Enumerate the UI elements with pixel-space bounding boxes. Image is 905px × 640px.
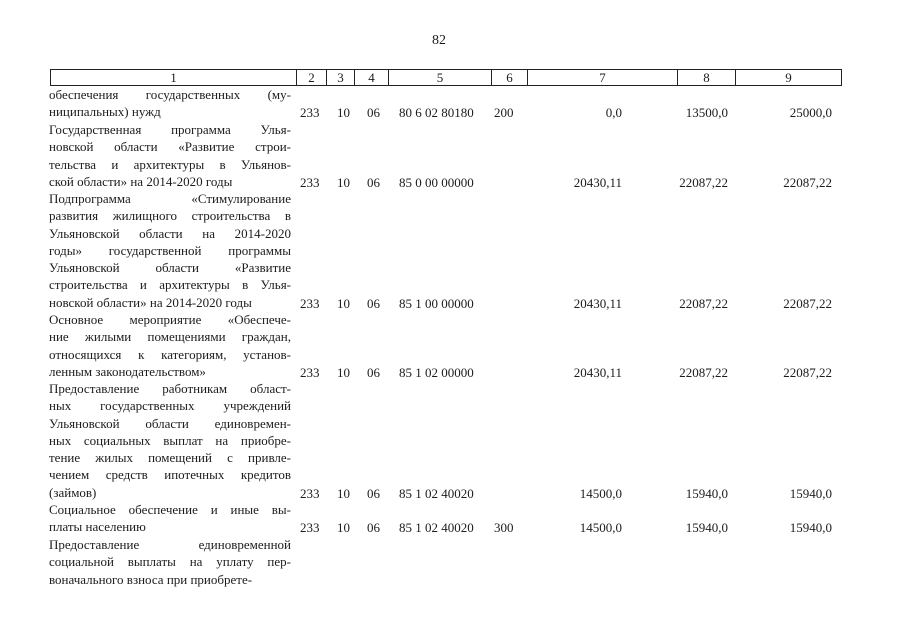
description-line: относящихся к категориям, установ- <box>49 346 291 362</box>
cell-col-3: 10 <box>337 105 350 121</box>
description-line: ных социальных выплат на приобре- <box>49 432 291 448</box>
description-line: ской области» на 2014-2020 годы <box>49 173 233 189</box>
cell-col-2: 233 <box>300 105 320 121</box>
description-line: Предоставление единовременной <box>49 537 291 552</box>
column-header-3: 3 <box>326 70 354 85</box>
cell-col-5: 85 1 02 40020 <box>399 485 474 501</box>
cell-col-3: 10 <box>337 520 350 536</box>
page-number: 82 <box>432 33 446 48</box>
cell-col-2: 233 <box>300 520 320 536</box>
cell-col-4: 06 <box>367 485 380 501</box>
description-line: развития жилищного строительства в <box>49 208 291 224</box>
description-line: ных государственных учреждений <box>49 398 291 414</box>
cell-col-9: 25000,0 <box>789 105 832 121</box>
cell-col-7: 20430,11 <box>573 295 622 311</box>
cell-col-3: 10 <box>337 174 350 190</box>
description-line: Государственная программа Улья- <box>49 122 291 137</box>
cell-col-7: 14500,0 <box>579 485 622 501</box>
description-line: годы» государственной программы <box>49 242 291 258</box>
cell-col-5: 85 1 02 40020 <box>399 520 474 536</box>
description-line: ленным законодательством» <box>49 363 206 379</box>
cell-col-2: 233 <box>300 485 320 501</box>
row-description <box>49 536 291 588</box>
description-line: чением средств ипотечных кредитов <box>49 467 291 483</box>
description-line: Ульяновской области «Развитие <box>49 260 291 276</box>
cell-col-2: 233 <box>300 364 320 380</box>
cell-col-4: 06 <box>367 295 380 311</box>
row-description <box>49 311 291 380</box>
description-line: Основное мероприятие «Обеспече- <box>49 312 291 327</box>
description-line: тение жилых помещений с привле- <box>49 450 291 466</box>
description-line: ниципальных) нужд <box>49 104 161 120</box>
cell-col-6: 200 <box>494 105 514 121</box>
description-line: платы населению <box>49 519 146 535</box>
cell-col-5: 85 1 02 00000 <box>399 364 474 380</box>
cell-col-7: 14500,0 <box>579 520 622 536</box>
cell-col-9: 22087,22 <box>783 364 832 380</box>
cell-col-9: 15940,0 <box>789 485 832 501</box>
description-line: строительства и архитектуры в Улья- <box>49 277 291 293</box>
cell-col-8: 15940,0 <box>685 520 728 536</box>
cell-col-8: 13500,0 <box>685 105 728 121</box>
cell-col-8: 22087,22 <box>679 295 728 311</box>
cell-col-5: 85 0 00 00000 <box>399 174 474 190</box>
row-description <box>49 86 291 121</box>
description-line: обеспечения государственных (му- <box>49 87 291 102</box>
column-header-2: 2 <box>296 70 326 85</box>
description-line: новской области «Развитие строи- <box>49 139 291 155</box>
cell-col-9: 15940,0 <box>789 520 832 536</box>
column-header-6: 6 <box>491 70 527 85</box>
description-line: социальной выплаты на уплату пер- <box>49 554 291 570</box>
column-header-8: 8 <box>677 70 735 85</box>
cell-col-6: 300 <box>494 520 514 536</box>
cell-col-4: 06 <box>367 364 380 380</box>
description-line: тельства и архитектуры в Ульянов- <box>49 156 291 172</box>
description-line: Ульяновской области единовремен- <box>49 415 291 431</box>
description-line: (займов) <box>49 484 97 500</box>
row-description <box>49 190 291 311</box>
description-line: Ульяновской области на 2014-2020 <box>49 225 291 241</box>
cell-col-3: 10 <box>337 364 350 380</box>
row-description <box>49 501 291 536</box>
cell-col-7: 0,0 <box>605 105 622 121</box>
cell-col-5: 80 6 02 80180 <box>399 105 474 121</box>
cell-col-3: 10 <box>337 485 350 501</box>
column-header-7: 7 <box>527 70 677 85</box>
description-line: воначального взноса при приобрете- <box>49 571 253 587</box>
cell-col-5: 85 1 00 00000 <box>399 295 474 311</box>
table-header <box>50 69 842 86</box>
cell-col-4: 06 <box>367 174 380 190</box>
column-header-4: 4 <box>354 70 388 85</box>
cell-col-9: 22087,22 <box>783 295 832 311</box>
column-header-5: 5 <box>388 70 491 85</box>
cell-col-4: 06 <box>367 520 380 536</box>
description-line: Предоставление работникам област- <box>49 381 291 396</box>
column-header-9: 9 <box>735 70 841 85</box>
cell-col-8: 22087,22 <box>679 174 728 190</box>
description-line: новской области» на 2014-2020 годы <box>49 294 252 310</box>
cell-col-9: 22087,22 <box>783 174 832 190</box>
column-header-1: 1 <box>170 70 177 85</box>
cell-col-2: 233 <box>300 295 320 311</box>
cell-col-8: 15940,0 <box>685 485 728 501</box>
cell-col-2: 233 <box>300 174 320 190</box>
cell-col-7: 20430,11 <box>573 174 622 190</box>
cell-col-7: 20430,11 <box>573 364 622 380</box>
cell-col-8: 22087,22 <box>679 364 728 380</box>
cell-col-3: 10 <box>337 295 350 311</box>
row-description <box>49 121 291 190</box>
description-line: ние жилыми помещениями граждан, <box>49 329 291 345</box>
row-description <box>49 380 291 501</box>
cell-col-4: 06 <box>367 105 380 121</box>
description-line: Социальное обеспечение и иные вы- <box>49 502 291 517</box>
description-line: Подпрограмма «Стимулирование <box>49 191 291 206</box>
